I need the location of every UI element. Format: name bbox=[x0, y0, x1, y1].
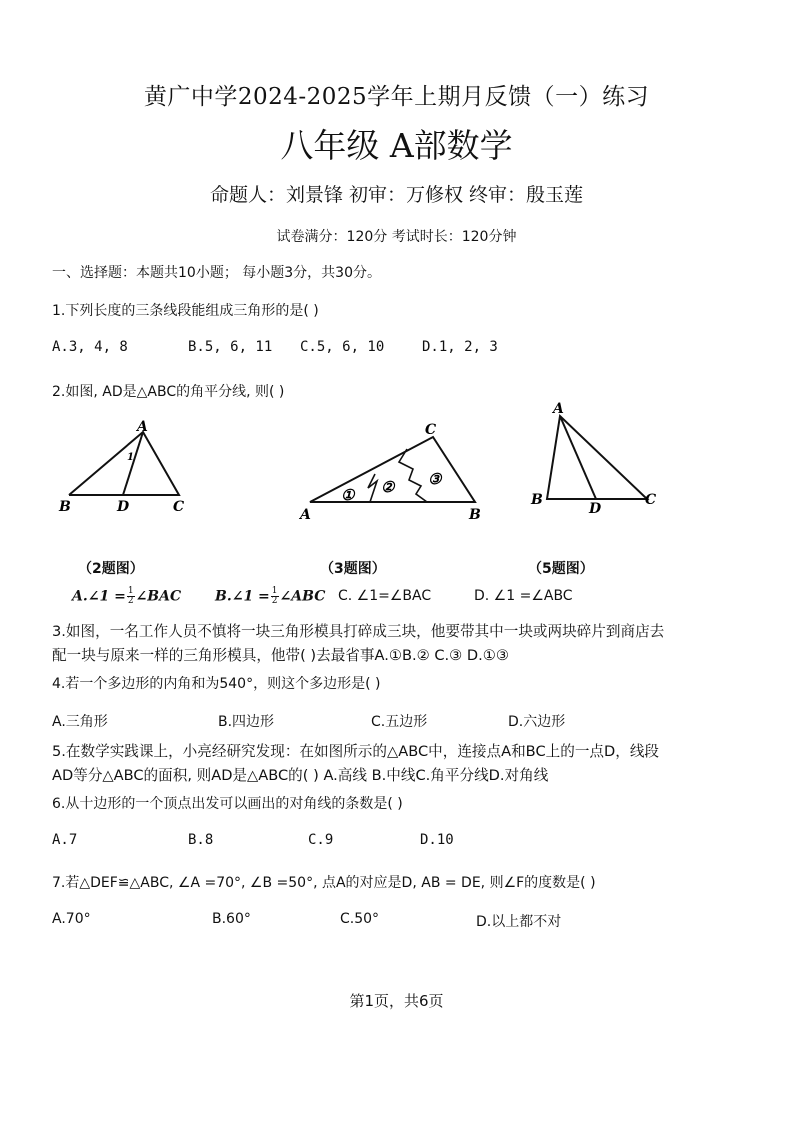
q7-option-a: A.70° bbox=[52, 911, 91, 927]
question-1-stem: 1.下列长度的三条线段能组成三角形的是( ) bbox=[52, 303, 319, 319]
question-2-stem: 2.如图, AD是△ABC的角平分线, 则( ) bbox=[52, 384, 285, 400]
section-heading: 一、选择题：本题共10小题； 每小题3分，共30分。 bbox=[52, 265, 381, 281]
fig3-caption: （3题图） bbox=[320, 561, 386, 577]
fig3-label-b: B bbox=[469, 507, 481, 523]
q1-option-a: A.3, 4, 8 bbox=[52, 339, 128, 355]
q6-option-d: D.10 bbox=[420, 832, 454, 848]
fig5-caption: （5题图） bbox=[528, 561, 594, 577]
question-3-line-2: 配一块与原来一样的三角形模具，他带( )去最省事A.①B.② C.③ D.①③ bbox=[52, 647, 509, 664]
q7-option-d: D.以上都不对 bbox=[476, 914, 562, 930]
figure-q2 bbox=[55, 412, 200, 517]
q2-option-a: A.∠1 = $\frac{1}{2}$ ∠BAC bbox=[72, 586, 182, 606]
q1-option-b: B.5, 6, 11 bbox=[188, 339, 273, 355]
fig2-label-b: B bbox=[59, 499, 71, 515]
exam-info: 试卷满分：120分 考试时长：120分钟 bbox=[276, 229, 517, 245]
fig5-label-b: B bbox=[531, 492, 543, 508]
fig2-label-c: C bbox=[173, 499, 185, 515]
figure-q3 bbox=[295, 418, 485, 528]
fig3-label-c: C bbox=[425, 422, 437, 438]
authors-line: 命题人：刘景锋 初审：万修权 终审：殷玉莲 bbox=[209, 184, 584, 206]
fig5-label-a: A bbox=[553, 401, 564, 417]
q2-option-b: B.∠1 = $\frac{1}{2}$ ∠ABC bbox=[215, 586, 326, 606]
question-4-stem: 4.若一个多边形的内角和为540°，则这个多边形是( ) bbox=[52, 676, 381, 692]
q4-option-a: A.三角形 bbox=[52, 714, 108, 730]
fig2-angle-label: 1 bbox=[127, 452, 134, 463]
q2-option-d: D. ∠1 =∠ABC bbox=[474, 588, 573, 604]
fig2-label-a: A bbox=[137, 419, 148, 435]
question-5-line-1: 5.在数学实践课上，小亮经研究发现：在如图所示的△ABC中，连接点A和BC上的一点D，线段 bbox=[52, 743, 660, 760]
q2-option-c: C. ∠1=∠BAC bbox=[338, 588, 432, 604]
fig2-label-d: D bbox=[117, 499, 130, 515]
page-number: 第1页，共6页 bbox=[349, 992, 444, 1010]
q4-option-d: D.六边形 bbox=[508, 714, 566, 730]
q7-option-b: B.60° bbox=[212, 911, 251, 927]
fig2-caption: （2题图） bbox=[78, 561, 144, 577]
q1-option-d: D.1, 2, 3 bbox=[422, 339, 498, 355]
question-3-line-1: 3.如图，一名工作人员不慎将一块三角形模具打碎成三块，他要带其中一块或两块碎片到商店去 bbox=[52, 623, 665, 640]
school-title: 黄广中学2024-2025学年上期月反馈（一）练习 bbox=[143, 84, 650, 110]
question-7-stem: 7.若△DEF≌△ABC, ∠A =70°, ∠B =50°, 点A的对应是D, AB = DE, 则∠F的度数是( ) bbox=[52, 875, 596, 891]
q4-option-b: B.四边形 bbox=[218, 714, 275, 730]
fig5-label-c: C bbox=[645, 492, 657, 508]
q7-option-c: C.50° bbox=[340, 911, 380, 927]
question-6-stem: 6.从十边形的一个顶点出发可以画出的对角线的条数是( ) bbox=[52, 796, 403, 812]
subject-title: 八年级 A部数学 bbox=[280, 126, 513, 165]
fig5-label-d: D bbox=[589, 501, 602, 517]
q6-option-a: A.7 bbox=[52, 832, 78, 848]
q1-option-c: C.5, 6, 10 bbox=[300, 339, 385, 355]
fig3-label-a: A bbox=[300, 507, 311, 523]
question-5-line-2: AD等分△ABC的面积, 则AD是△ABC的( ) A.高线 B.中线C.角平分线D.对角线 bbox=[52, 767, 549, 784]
q6-option-b: B.8 bbox=[188, 832, 214, 848]
fig3-piece-1: ① bbox=[341, 486, 355, 504]
fig3-piece-2: ② bbox=[381, 478, 395, 496]
q6-option-c: C.9 bbox=[308, 832, 334, 848]
q4-option-c: C.五边形 bbox=[371, 714, 428, 730]
fig3-piece-3: ③ bbox=[428, 470, 442, 488]
figure-q5 bbox=[525, 400, 665, 518]
